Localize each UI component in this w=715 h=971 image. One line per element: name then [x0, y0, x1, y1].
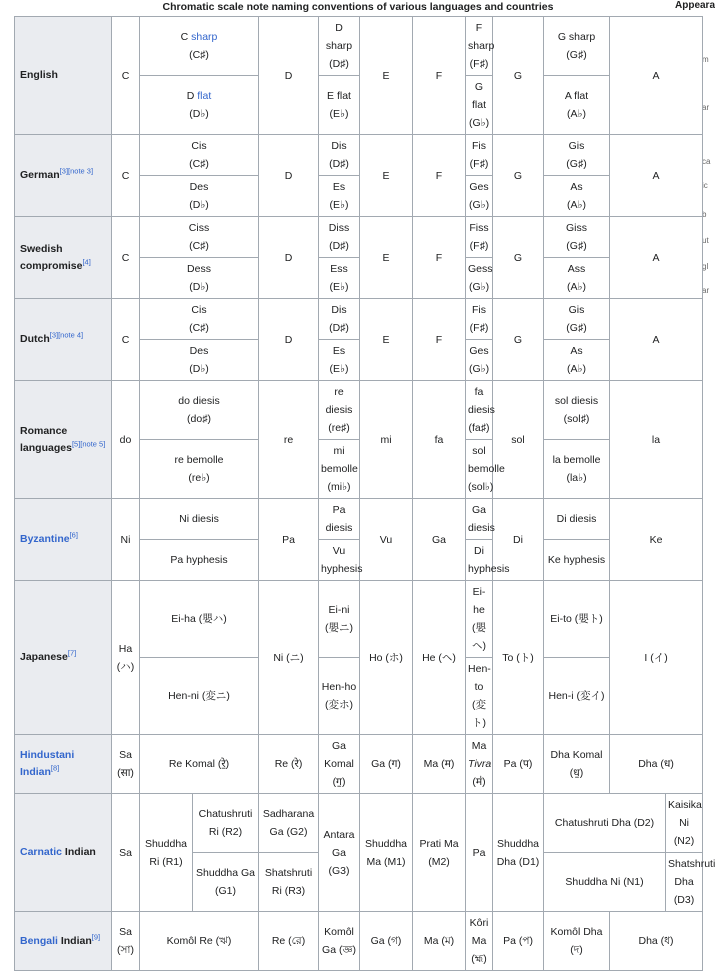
cell-c: Ha (ハ): [112, 581, 140, 735]
cell-g-sharp: Di diesis: [544, 499, 610, 540]
cell-c-sharp: do diesis (do♯): [140, 381, 259, 440]
cell-e-flat: Hen-ho (変ホ): [319, 658, 360, 735]
cell-a-lower: Shuddha Ni (N1): [544, 853, 666, 912]
cell-d-flat: D flat (D♭): [140, 76, 259, 135]
panel-fragment: ar: [702, 286, 710, 295]
row-label: English: [20, 69, 58, 81]
cell-a-upper: Chatushruti Dha (D2): [544, 794, 666, 853]
cell-c-sharp: Re Komal (रे॒): [140, 735, 259, 794]
cell-f-sharp: Fis (F♯): [466, 135, 493, 176]
table-row: [15, 17, 703, 76]
cell-e-flat: Vu hyphesis: [319, 540, 360, 581]
cell-c-sharp: Ciss (C♯): [140, 217, 259, 258]
panel-fragment: ar: [702, 103, 710, 112]
cell-e: Ga (ग): [360, 735, 413, 794]
appearance-panel: [675, 0, 715, 800]
cell-c-sharp: Ei-ha (嬰ハ): [140, 581, 259, 658]
cell-d-sharp: Komôl Ga (জ্ঞ): [319, 912, 360, 971]
cell-g-sharp: G sharp (G♯): [544, 17, 610, 76]
cell-d: Pa: [259, 499, 319, 581]
cell-c-sharp: Ni diesis: [140, 499, 259, 540]
cell-c: Sa (সা): [112, 912, 140, 971]
cell-g-flat: Ges (G♭): [466, 176, 493, 217]
table-row: [15, 499, 703, 540]
table-row: [15, 217, 703, 258]
cell-a: I (イ): [610, 581, 703, 735]
cell-g: Pa (प): [493, 735, 544, 794]
cell-d: Re (রে): [259, 912, 319, 971]
table-row: [15, 794, 703, 853]
cell-d: re: [259, 381, 319, 499]
cell-c: C: [112, 17, 140, 135]
appearance-panel-title: Appeara: [675, 0, 715, 11]
cell-d-sharp-lower: Shatshruti Ri (R3): [259, 853, 319, 912]
row-header-hindustani: [15, 735, 112, 794]
sharp-link[interactable]: sharp: [191, 31, 218, 43]
cell-f: F: [413, 217, 466, 299]
cell-e: Ho (ホ): [360, 581, 413, 735]
row-header-swedish: Swedish compromise[4]: [15, 217, 112, 299]
cell-a: A: [610, 135, 703, 217]
cell-d: Ni (ニ): [259, 581, 319, 735]
cell-c-sharp: Komôl Re (ঋ): [140, 912, 259, 971]
cell-e-flat: Ess (E♭): [319, 258, 360, 299]
cell-g-sharp: Gis (G♯): [544, 135, 610, 176]
table-row: [15, 135, 703, 176]
row-header-dutch: Dutch[3][note 4]: [15, 299, 112, 381]
cell-g-flat: Ges (G♭): [466, 340, 493, 381]
cell-d-sharp-upper: Sadharana Ga (G2): [259, 794, 319, 853]
cell-a-flat: Ass (A♭): [544, 258, 610, 299]
cell-g-flat: Hen-to (変ト): [466, 658, 493, 735]
cell-e: Vu: [360, 499, 413, 581]
cell-f-sharp: F sharp (F♯): [466, 17, 493, 76]
cell-e-flat: Es (E♭): [319, 340, 360, 381]
cell-e: E: [360, 17, 413, 135]
cell-a: Dha (ধ): [610, 912, 703, 971]
table-row: [15, 299, 703, 340]
cell-d-sharp: Dis (D♯): [319, 299, 360, 340]
cell-e: Antara Ga (G3): [319, 794, 360, 912]
cell-e: Ga (গ): [360, 912, 413, 971]
cell-g: sol: [493, 381, 544, 499]
cell-g-sharp: Dha Komal (ध॒): [544, 735, 610, 794]
panel-fragment: ca: [702, 157, 711, 166]
cell-g-sharp: Gis (G♯): [544, 299, 610, 340]
cell-d: D: [259, 17, 319, 135]
panel-fragment: b: [702, 210, 707, 219]
cell-c: Sa: [112, 794, 140, 912]
cell-f-sharp: Kôri Ma (হ্ম): [466, 912, 493, 971]
cell-d-flat: Pa hyphesis: [140, 540, 259, 581]
row-header-bengali: Bengali Indian[9]: [15, 912, 112, 971]
cell-e: E: [360, 217, 413, 299]
cell-c: C: [112, 217, 140, 299]
cell-c: C: [112, 135, 140, 217]
table-row: [15, 912, 703, 971]
flat-link[interactable]: flat: [197, 90, 212, 102]
table-row: [15, 581, 703, 658]
cell-g: Di: [493, 499, 544, 581]
cell-c-sharp: Cis (C♯): [140, 135, 259, 176]
panel-fragment: m: [702, 55, 709, 64]
cell-e: E: [360, 299, 413, 381]
note-naming-table: [14, 16, 715, 971]
cell-g: G: [493, 135, 544, 217]
cell-f-sharp: Ma Tivra (म॑): [466, 735, 493, 794]
cell-g: G: [493, 299, 544, 381]
panel-fragment: ic: [702, 181, 708, 190]
cell-f: Shuddha Ma (M1): [360, 794, 413, 912]
reference-link[interactable]: [8]: [50, 763, 60, 773]
cell-d-sharp: Diss (D♯): [319, 217, 360, 258]
cell-d-flat: Des (D♭): [140, 176, 259, 217]
cell-a-flat: Ke hyphesis: [544, 540, 610, 581]
cell-g-sharp: sol diesis (sol♯): [544, 381, 610, 440]
cell-a-sharp-upper: Kaisika Ni (N2): [666, 794, 703, 853]
cell-d-lower: Shuddha Ga (G1): [193, 853, 259, 912]
panel-fragment: gl: [702, 262, 709, 271]
cell-a-sharp-lower: Shatshruti Dha (D3): [666, 853, 703, 912]
cell-a: A: [610, 17, 703, 135]
cell-f: Ma (ম): [413, 912, 466, 971]
reference-link[interactable]: [7]: [67, 648, 77, 658]
cell-f-sharp: Fiss (F♯): [466, 217, 493, 258]
cell-f-sharp: Prati Ma (M2): [413, 794, 466, 912]
cell-g-flat: Di hyphesis: [466, 540, 493, 581]
cell-c-sharp: Shuddha Ri (R1): [140, 794, 193, 912]
panel-fragment: ut: [702, 236, 709, 245]
cell-d-upper: Chatushruti Ri (R2): [193, 794, 259, 853]
cell-c: Sa (सा): [112, 735, 140, 794]
cell-e-flat: E flat (E♭): [319, 76, 360, 135]
cell-a-flat: As (A♭): [544, 340, 610, 381]
cell-a-flat: A flat (A♭): [544, 76, 610, 135]
reference-link[interactable]: [3][note 4]: [49, 330, 84, 340]
row-header-romance: Romance languages[5][note 5]: [15, 381, 112, 499]
cell-e-flat: mi bemolle (mi♭): [319, 440, 360, 499]
cell-e: E: [360, 135, 413, 217]
cell-f-sharp: Fis (F♯): [466, 299, 493, 340]
row-header-byzantine: [15, 499, 112, 581]
cell-g-sharp: Komôl Dha (দ): [544, 912, 610, 971]
cell-d-sharp: Dis (D♯): [319, 135, 360, 176]
cell-a: la: [610, 381, 703, 499]
cell-g: To (ト): [493, 581, 544, 735]
cell-e: mi: [360, 381, 413, 499]
cell-a-flat: Hen-i (変イ): [544, 658, 610, 735]
row-header-german: German[3][note 3]: [15, 135, 112, 217]
cell-d-sharp: Ei-ni (嬰ニ): [319, 581, 360, 658]
row-header-carnatic: Carnatic Indian: [15, 794, 112, 912]
cell-g-flat: sol bemolle (sol♭): [466, 440, 493, 499]
cell-f-sharp: Ga diesis: [466, 499, 493, 540]
cell-d-sharp: Ga Komal (ग॒): [319, 735, 360, 794]
cell-f-sharp: fa diesis (fa♯): [466, 381, 493, 440]
cell-d-sharp: D sharp (D♯): [319, 17, 360, 76]
cell-f: fa: [413, 381, 466, 499]
reference-link[interactable]: [9]: [91, 932, 101, 941]
cell-a-flat: As (A♭): [544, 176, 610, 217]
cell-g: G: [493, 217, 544, 299]
cell-a: A: [610, 299, 703, 381]
cell-a: A: [610, 217, 703, 299]
cell-d-flat: Dess (D♭): [140, 258, 259, 299]
table-row: [15, 381, 703, 440]
cell-f: Ma (म): [413, 735, 466, 794]
reference-link[interactable]: [4]: [82, 257, 91, 266]
byzantine-link[interactable]: Byzantine: [20, 533, 70, 545]
cell-f: Ga: [413, 499, 466, 581]
reference-link[interactable]: [3][note 3]: [59, 166, 94, 176]
reference-link[interactable]: [6]: [69, 530, 78, 540]
cell-d-sharp: Pa diesis: [319, 499, 360, 540]
cell-e-flat: Es (E♭): [319, 176, 360, 217]
cell-c-sharp: Cis (C♯): [140, 299, 259, 340]
cell-a-flat: la bemolle (la♭): [544, 440, 610, 499]
table-caption: Chromatic scale note naming conventions of various languages and countries: [162, 1, 554, 13]
cell-g-flat: G flat (G♭): [466, 76, 493, 135]
bengali-link[interactable]: Bengali: [20, 934, 58, 947]
cell-d-flat: Des (D♭): [140, 340, 259, 381]
reference-link[interactable]: [5][note 5]: [71, 439, 106, 448]
hindustani-link[interactable]: Hindustani Indian: [20, 749, 75, 778]
cell-d: D: [259, 135, 319, 217]
cell-d-flat: re bemolle (re♭): [140, 440, 259, 499]
cell-d-flat: Hen-ni (変ニ): [140, 658, 259, 735]
row-header-english: [15, 17, 112, 135]
cell-g-sharp: Ei-to (嬰ト): [544, 581, 610, 658]
cell-f: He (ヘ): [413, 581, 466, 735]
cell-c: Ni: [112, 499, 140, 581]
cell-d-sharp: re diesis (re♯): [319, 381, 360, 440]
cell-g: G: [493, 17, 544, 135]
cell-c-sharp: C sharp (C♯): [140, 17, 259, 76]
cell-f: F: [413, 135, 466, 217]
cell-d: Re (रे): [259, 735, 319, 794]
cell-g-sharp: Giss (G♯): [544, 217, 610, 258]
cell-d: D: [259, 299, 319, 381]
cell-g: Pa (প): [493, 912, 544, 971]
row-header-japanese: Japanese[7]: [15, 581, 112, 735]
cell-g-sharp: Shuddha Dha (D1): [493, 794, 544, 912]
cell-g: Pa: [466, 794, 493, 912]
cell-c: do: [112, 381, 140, 499]
cell-a: Ke: [610, 499, 703, 581]
cell-g-flat: Gess (G♭): [466, 258, 493, 299]
table-row: [15, 735, 703, 794]
cell-c: C: [112, 299, 140, 381]
cell-f-sharp: Ei-he (嬰ヘ): [466, 581, 493, 658]
cell-f: F: [413, 17, 466, 135]
cell-a: Dha (ध): [610, 735, 703, 794]
cell-f: F: [413, 299, 466, 381]
cell-d: D: [259, 217, 319, 299]
carnatic-link[interactable]: Carnatic: [20, 846, 63, 858]
